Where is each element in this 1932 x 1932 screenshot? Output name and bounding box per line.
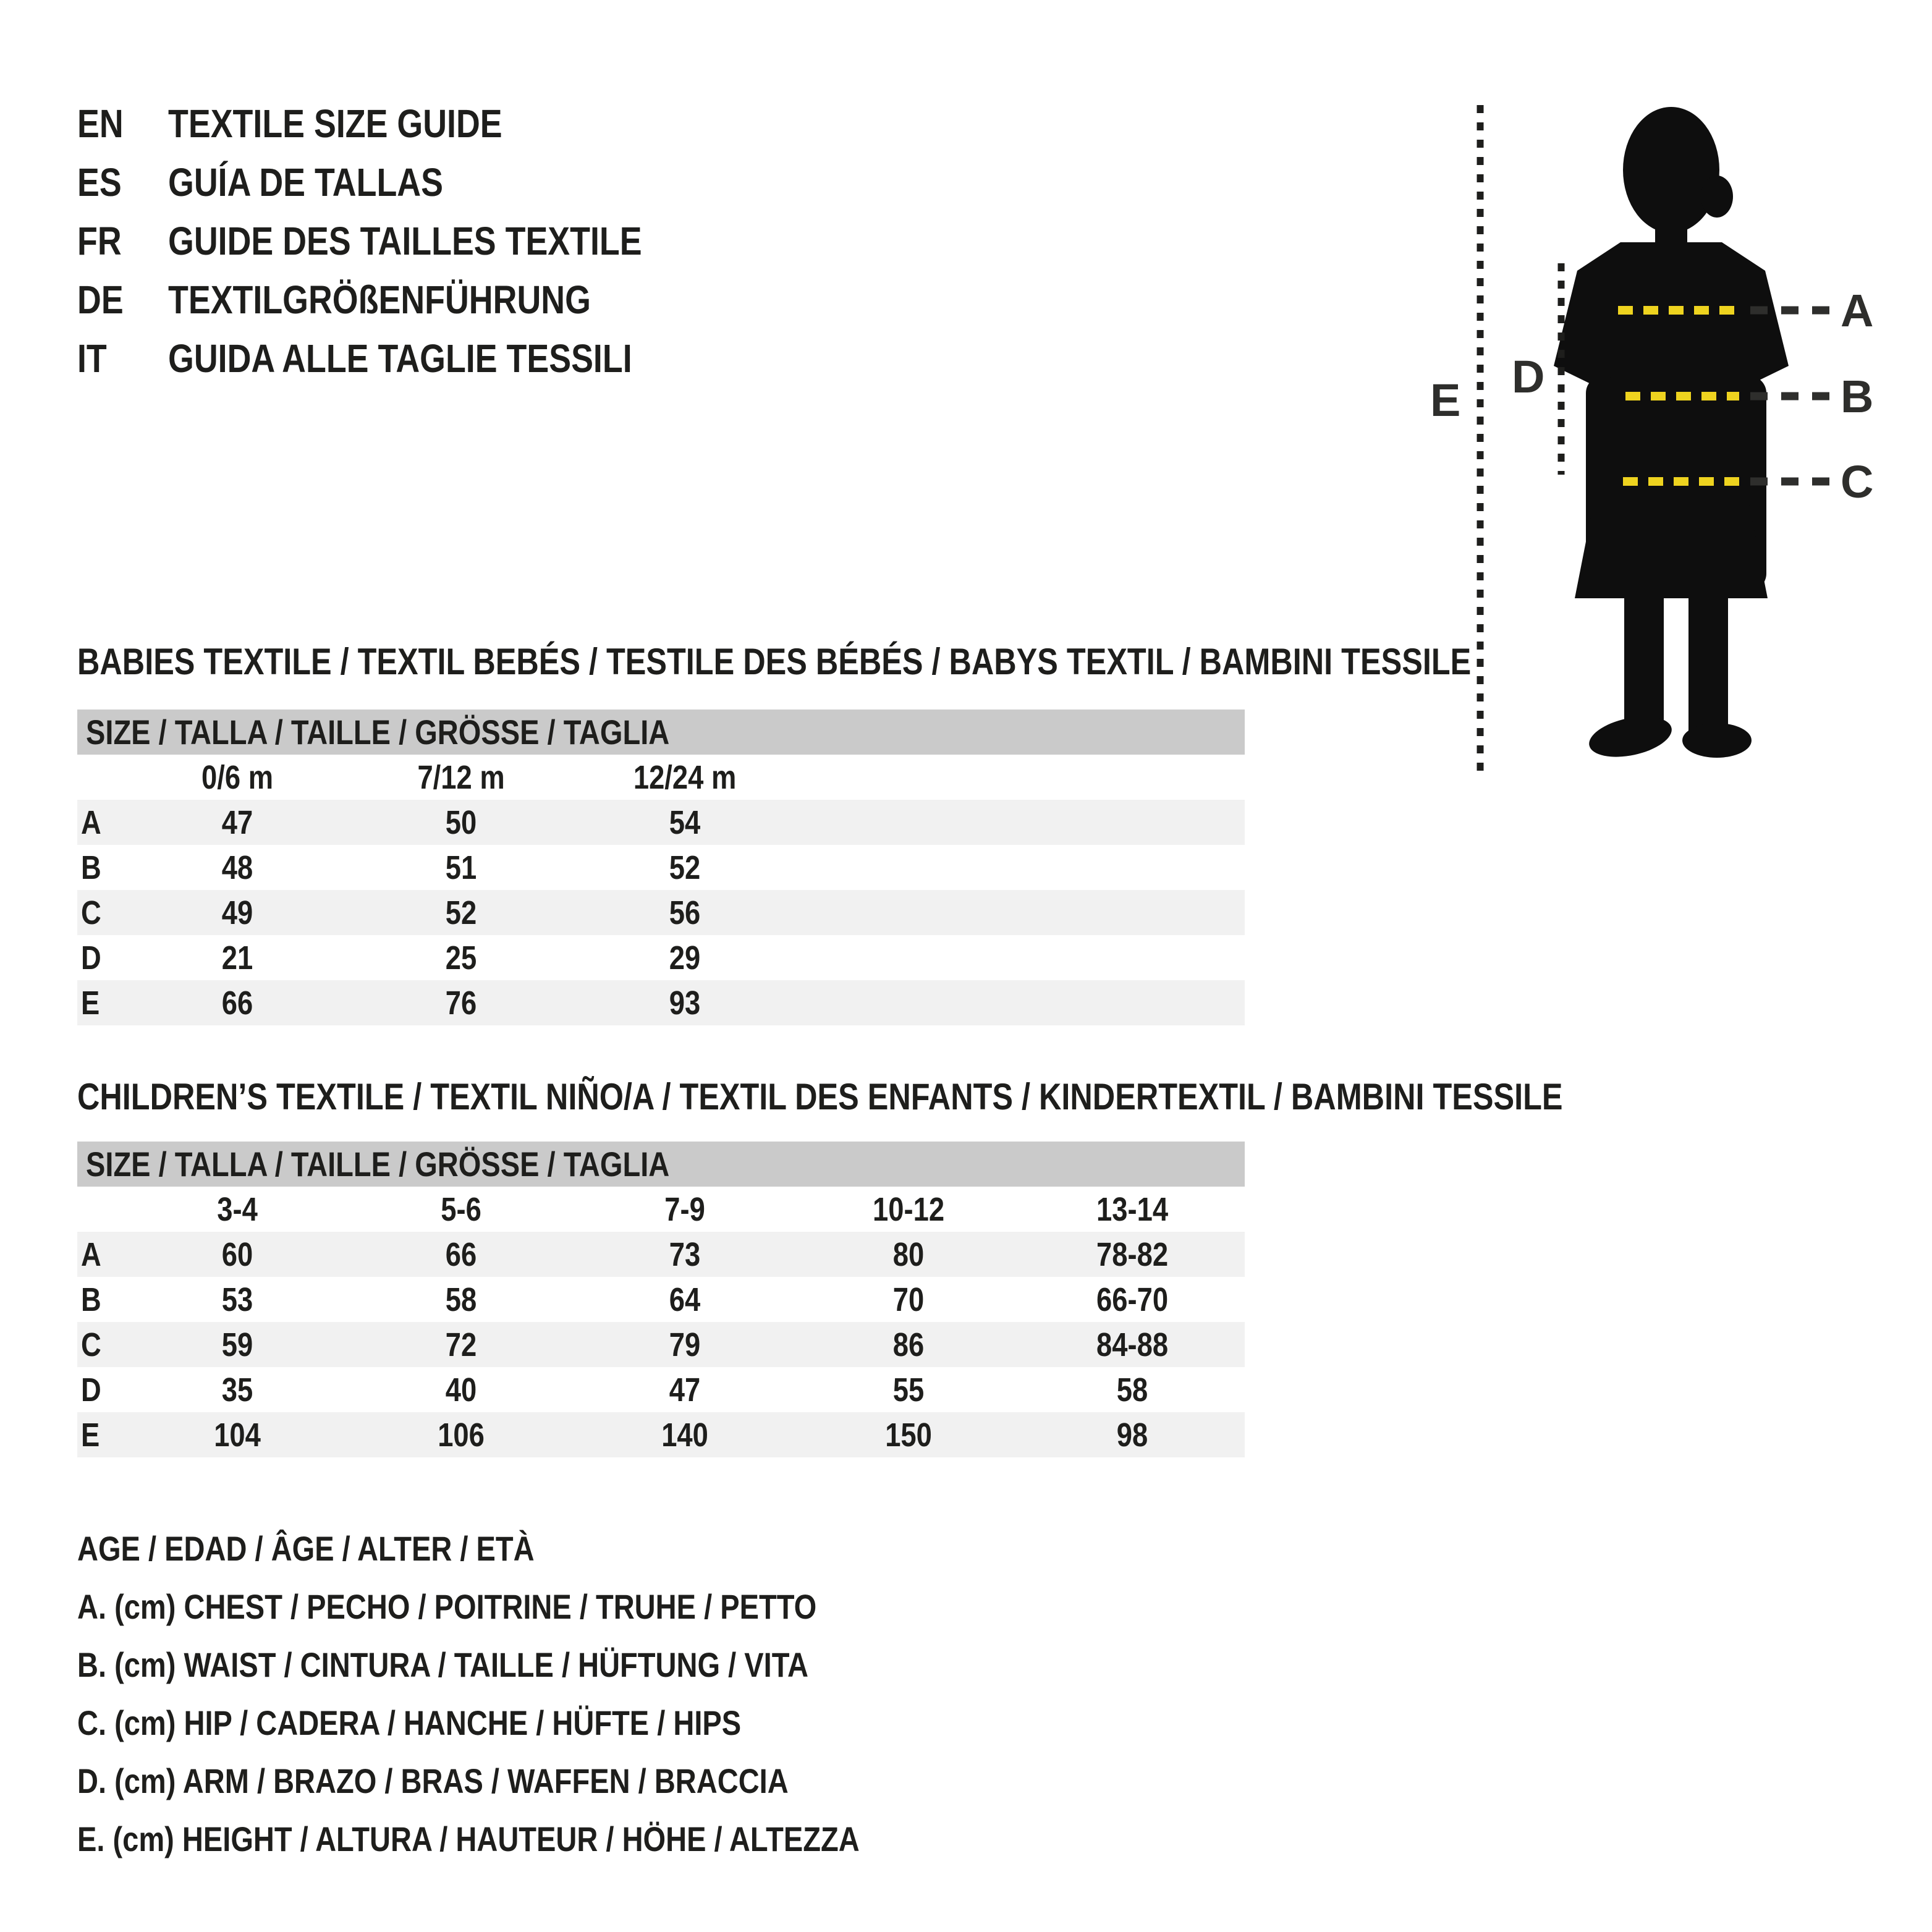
size-cell: 29 xyxy=(669,939,701,977)
language-row-de xyxy=(77,270,732,329)
language-title: GUIDA ALLE TAGLIE TESSILI xyxy=(168,336,632,381)
table-row-b xyxy=(77,1277,1245,1322)
size-cell: 25 xyxy=(445,939,477,977)
size-cell: 52 xyxy=(669,849,701,886)
column-header: 0/6 m xyxy=(201,758,273,796)
table-row-a xyxy=(77,1232,1245,1277)
size-cell: 78-82 xyxy=(1096,1235,1169,1273)
size-cell: 21 xyxy=(221,939,253,977)
size-cell: 47 xyxy=(669,1371,701,1409)
language-row-fr xyxy=(77,211,732,270)
babies-size-table xyxy=(77,710,1245,1025)
language-row-it xyxy=(77,329,732,388)
measurement-diagram xyxy=(1421,87,1932,797)
table-row-b xyxy=(77,845,1245,890)
row-label: A xyxy=(81,803,101,841)
size-cell: 64 xyxy=(669,1281,701,1318)
size-cell: 53 xyxy=(221,1281,253,1318)
legend-height: E. (cm) HEIGHT / ALTURA / HAUTEUR / HÖHE / ALTEZZA xyxy=(77,1819,860,1858)
column-header: 10-12 xyxy=(872,1190,945,1228)
measure-label-c: C xyxy=(1841,456,1874,507)
legend-hip: C. (cm) HIP / CADERA / HANCHE / HÜFTE / HIPS xyxy=(77,1703,742,1742)
size-cell: 58 xyxy=(1116,1371,1148,1409)
measure-label-e: E xyxy=(1430,375,1461,426)
language-title: GUÍA DE TALLAS xyxy=(168,159,443,205)
column-header: 3-4 xyxy=(217,1190,258,1228)
babies-section-title: BABIES TEXTILE / TEXTIL BEBÉS / TESTILE DES BÉBÉS / BABYS TEXTIL / BAMBINI TESSILE xyxy=(77,641,1472,682)
table-row-c xyxy=(77,890,1245,935)
size-cell: 79 xyxy=(669,1326,701,1363)
table-row-e xyxy=(77,1412,1245,1457)
legend-arm: D. (cm) ARM / BRAZO / BRAS / WAFFEN / BRACCIA xyxy=(77,1761,789,1800)
language-title: GUIDE DES TAILLES TEXTILE xyxy=(168,218,642,263)
table-row-d xyxy=(77,935,1245,980)
size-cell: 66 xyxy=(445,1235,477,1273)
size-cell: 66-70 xyxy=(1096,1281,1169,1318)
size-cell: 72 xyxy=(445,1326,477,1363)
size-cell: 73 xyxy=(669,1235,701,1273)
language-code: IT xyxy=(77,336,107,381)
measure-label-d: D xyxy=(1512,351,1545,402)
table-header-bar xyxy=(77,1142,1245,1187)
column-header: 5-6 xyxy=(441,1190,481,1228)
column-header: 7-9 xyxy=(664,1190,705,1228)
size-cell: 51 xyxy=(445,849,477,886)
column-header: 12/24 m xyxy=(633,758,737,796)
table-header-bar xyxy=(77,710,1245,755)
table-row-e xyxy=(77,980,1245,1025)
measurement-legend xyxy=(77,1519,1009,1868)
size-cell: 70 xyxy=(892,1281,925,1318)
table-row-a xyxy=(77,800,1245,845)
language-row-es xyxy=(77,153,732,211)
language-row-en xyxy=(77,94,732,153)
language-code: ES xyxy=(77,159,122,205)
language-title-list xyxy=(77,94,732,388)
size-cell: 80 xyxy=(892,1235,925,1273)
row-label: E xyxy=(81,984,100,1022)
language-code: FR xyxy=(77,218,122,263)
size-cell: 93 xyxy=(669,984,701,1022)
arm-measure-line-d xyxy=(1512,263,1561,475)
size-cell: 106 xyxy=(438,1416,485,1454)
size-cell: 66 xyxy=(221,984,253,1022)
size-cell: 35 xyxy=(221,1371,253,1409)
size-cell: 150 xyxy=(885,1416,932,1454)
size-cell: 98 xyxy=(1116,1416,1148,1454)
row-label: B xyxy=(81,1281,101,1318)
row-label: A xyxy=(81,1235,101,1273)
size-cell: 58 xyxy=(445,1281,477,1318)
row-label: D xyxy=(81,939,101,977)
row-label: D xyxy=(81,1371,101,1409)
table-row-c xyxy=(77,1322,1245,1367)
table-row-d xyxy=(77,1367,1245,1412)
legend-chest: A. (cm) CHEST / PECHO / POITRINE / TRUHE / PETTO xyxy=(77,1587,817,1626)
size-cell: 47 xyxy=(221,803,253,841)
column-header: 7/12 m xyxy=(417,758,505,796)
language-code: EN xyxy=(77,101,124,146)
size-cell: 104 xyxy=(214,1416,261,1454)
size-cell: 140 xyxy=(661,1416,708,1454)
size-cell: 60 xyxy=(221,1235,253,1273)
children-section-title: CHILDREN’S TEXTILE / TEXTIL NIÑO/A / TEXTIL DES ENFANTS / KINDERTEXTIL / BAMBINI TESSILE xyxy=(77,1076,1563,1117)
measure-label-a: A xyxy=(1841,285,1874,336)
size-header-label: SIZE / TALLA / TAILLE / GRÖSSE / TAGLIA xyxy=(86,1145,670,1184)
size-cell: 52 xyxy=(445,894,477,931)
legend-age: AGE / EDAD / ÂGE / ALTER / ETÀ xyxy=(77,1528,535,1568)
size-cell: 84-88 xyxy=(1096,1326,1169,1363)
measure-label-b: B xyxy=(1841,371,1874,422)
row-label: C xyxy=(81,1326,101,1363)
language-title: TEXTILGRÖßENFÜHRUNG xyxy=(168,277,591,322)
size-cell: 40 xyxy=(445,1371,477,1409)
size-cell: 48 xyxy=(221,849,253,886)
row-label: B xyxy=(81,849,101,886)
size-cell: 49 xyxy=(221,894,253,931)
children-size-table xyxy=(77,1142,1245,1457)
row-label: E xyxy=(81,1416,100,1454)
column-header-row xyxy=(77,1187,1245,1232)
size-cell: 56 xyxy=(669,894,701,931)
size-cell: 55 xyxy=(892,1371,925,1409)
size-cell: 59 xyxy=(221,1326,253,1363)
size-cell: 86 xyxy=(892,1326,925,1363)
size-cell: 50 xyxy=(445,803,477,841)
size-cell: 54 xyxy=(669,803,701,841)
column-header-row xyxy=(77,755,1245,800)
language-title: TEXTILE SIZE GUIDE xyxy=(168,101,502,146)
language-code: DE xyxy=(77,277,124,322)
size-header-label: SIZE / TALLA / TAILLE / GRÖSSE / TAGLIA xyxy=(86,713,670,752)
row-label: C xyxy=(81,894,101,931)
legend-waist: B. (cm) WAIST / CINTURA / TAILLE / HÜFTUNG / VITA xyxy=(77,1645,808,1684)
size-cell: 76 xyxy=(445,984,477,1022)
column-header: 13-14 xyxy=(1096,1190,1169,1228)
